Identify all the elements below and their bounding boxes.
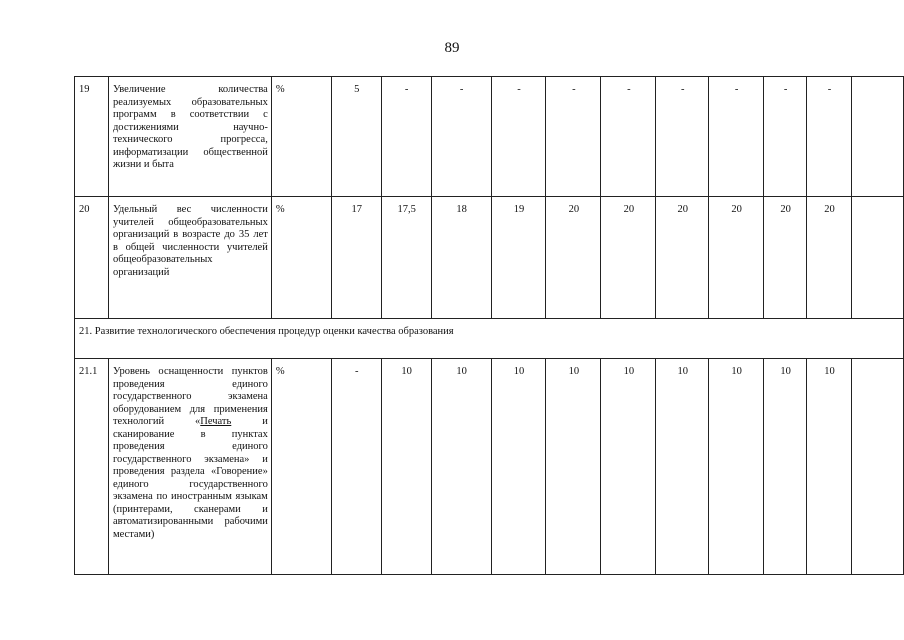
value-cell: 10	[764, 359, 807, 575]
table-row	[75, 197, 904, 319]
value-cell: 10	[656, 359, 709, 575]
value-cell: 10	[546, 359, 601, 575]
value-cell: 5	[331, 77, 381, 197]
value-cell: 20	[601, 197, 656, 319]
value-cell: -	[764, 77, 807, 197]
unit-cell: %	[271, 197, 331, 319]
underlined-word: Печать	[200, 416, 232, 427]
value-cell: 10	[381, 359, 431, 575]
value-cell: -	[807, 77, 852, 197]
value-cell: 17	[331, 197, 381, 319]
table-row	[75, 77, 904, 197]
value-cell: 20	[709, 197, 764, 319]
unit-cell: %	[271, 359, 331, 575]
value-cell: 20	[807, 197, 852, 319]
row-number: 19	[75, 77, 109, 197]
value-cell	[852, 77, 904, 197]
value-cell: -	[431, 77, 491, 197]
section-row	[75, 319, 904, 359]
value-cell: -	[601, 77, 656, 197]
table-row	[75, 359, 904, 575]
indicator-description: Удельный вес численности учителей общеобразовательных организаций в возрасте до 35 лет в общей численности учителей общеобразовательных организаций	[108, 197, 271, 319]
row-number: 20	[75, 197, 109, 319]
value-cell: 10	[431, 359, 491, 575]
value-cell: -	[546, 77, 601, 197]
value-cell: 10	[709, 359, 764, 575]
value-cell: 20	[656, 197, 709, 319]
value-cell	[852, 197, 904, 319]
value-cell: -	[656, 77, 709, 197]
value-cell: 18	[431, 197, 491, 319]
description-text: и сканирование в пунктах проведения единого государственного экзамена» и проведения раздела «Говорение» единого государственного экзамена по иностранным языкам (принтерами, сканерами и автоматизированными рабочими местами)	[112, 416, 268, 540]
value-cell: -	[381, 77, 431, 197]
description-text: Уровень оснащенности пунктов проведения единого государственного экзамена оборудованием для применения технологий «	[112, 366, 268, 427]
indicator-description: Увеличение количества реализуемых образовательных программ в соответствии с достижениями научно-технического прогресса, информатизации общественной жизни и быта	[108, 77, 271, 197]
value-cell: 10	[601, 359, 656, 575]
section-title: 21. Развитие технологического обеспечения процедур оценки качества образования	[75, 319, 904, 359]
value-cell: 20	[546, 197, 601, 319]
value-cell: -	[709, 77, 764, 197]
value-cell: 10	[807, 359, 852, 575]
page-number: 89	[444, 40, 460, 56]
value-cell: 10	[491, 359, 546, 575]
row-number: 21.1	[75, 359, 109, 575]
value-cell: 17,5	[381, 197, 431, 319]
unit-cell: %	[271, 77, 331, 197]
value-cell: -	[491, 77, 546, 197]
value-cell: 20	[764, 197, 807, 319]
value-cell	[852, 359, 904, 575]
value-cell: -	[331, 359, 381, 575]
indicator-description	[108, 359, 271, 575]
value-cell: 19	[491, 197, 546, 319]
indicator-table	[74, 76, 904, 575]
